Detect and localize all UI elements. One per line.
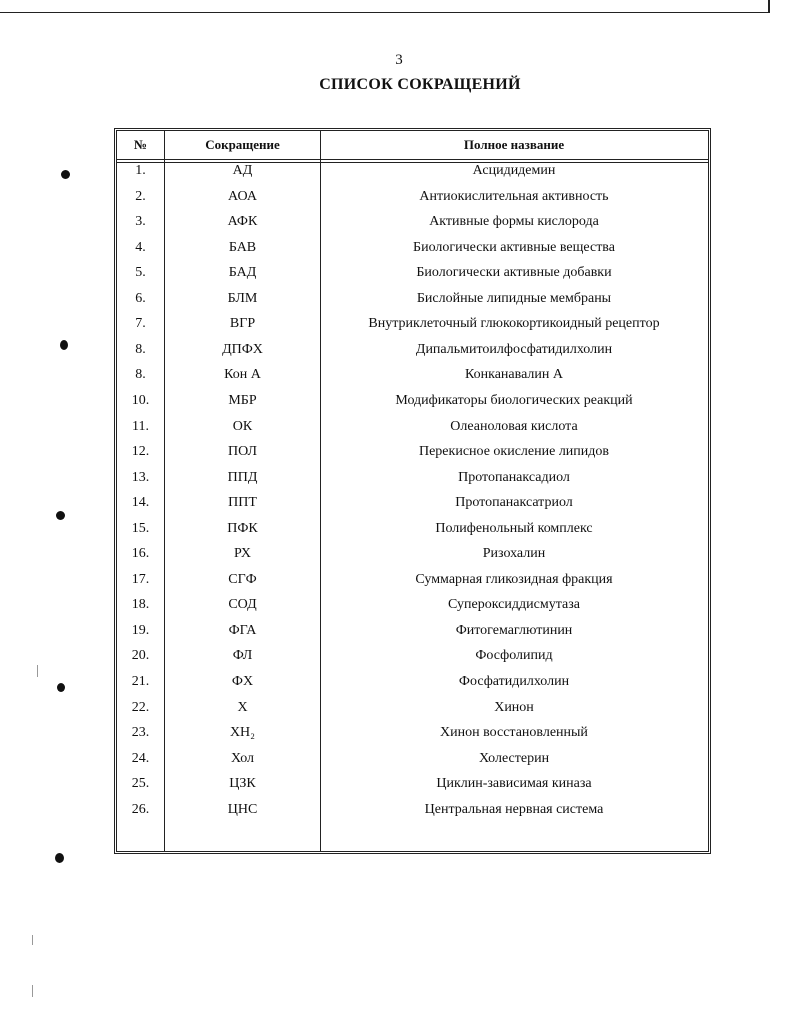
row-abbreviation: ЦЗК: [229, 776, 256, 792]
row-full-name: Супероксиддисмутаза: [448, 597, 580, 613]
table-row: [117, 495, 708, 521]
row-abbreviation: ПФК: [227, 520, 258, 536]
row-full-name: Асцидидемин: [472, 163, 556, 178]
row-number: 7.: [135, 316, 146, 332]
row-abbreviation: АД: [232, 163, 253, 178]
row-full-name: Конканавалин А: [465, 367, 563, 383]
scan-mark: [57, 683, 65, 692]
row-abbreviation: ФХ: [231, 674, 254, 689]
table-row: [117, 470, 708, 496]
header-divider: [117, 159, 708, 160]
table-row: [117, 316, 708, 342]
row-number: 6.: [135, 290, 146, 306]
row-abbreviation: БАД: [228, 265, 257, 281]
row-full-name: Внутриклеточный глюкокортикоидный рецептор: [368, 316, 660, 332]
row-full-name: Активные формы кислорода: [429, 214, 599, 230]
table-row: [117, 163, 708, 189]
row-number: 18.: [131, 597, 150, 613]
row-number: 11.: [132, 418, 149, 434]
table-row: [117, 367, 708, 393]
row-full-name: Хинон: [494, 699, 534, 715]
table-row: [117, 521, 708, 547]
table-row: [117, 802, 708, 828]
row-number: 25.: [131, 776, 150, 792]
row-abbreviation: Хол: [230, 750, 255, 766]
row-full-name: Полифенольный комплекс: [435, 520, 593, 536]
row-abbreviation: СГФ: [228, 571, 257, 587]
row-full-name: Фосфатидилхолин: [458, 674, 570, 689]
row-number: 2.: [135, 188, 146, 204]
row-number: 15.: [131, 520, 150, 536]
table-row: [117, 776, 708, 802]
scan-mark: [55, 853, 64, 863]
table-row: [117, 597, 708, 623]
page-number: 3: [395, 52, 403, 68]
table-row: [117, 546, 708, 572]
row-number: 10.: [131, 392, 150, 408]
row-number: 24.: [131, 750, 150, 766]
table-row: [117, 648, 708, 674]
row-abbreviation: ХН₂: [229, 725, 256, 741]
row-number: 1.: [135, 163, 146, 178]
scan-mark: [61, 170, 70, 179]
row-abbreviation: ДПФХ: [222, 341, 263, 357]
row-full-name: Биологически активные вещества: [413, 239, 615, 255]
row-abbreviation: ФГА: [228, 622, 257, 638]
row-number: 26.: [131, 801, 150, 817]
row-full-name: Циклин-зависимая киназа: [436, 776, 592, 792]
row-abbreviation: ЦНС: [227, 801, 258, 817]
row-number: 14.: [131, 495, 150, 511]
table-row: [117, 623, 708, 649]
row-full-name: Протопанаксадиол: [458, 469, 570, 485]
table-row: [117, 291, 708, 317]
table-row: [117, 444, 708, 470]
row-number: 22.: [131, 699, 150, 715]
row-full-name: Ризохалин: [482, 546, 546, 562]
row-full-name: Хинон восстановленный: [440, 725, 588, 741]
table-row: [117, 572, 708, 598]
scan-mark: [37, 665, 38, 677]
row-abbreviation: СОД: [228, 597, 257, 613]
table-row: [117, 214, 708, 240]
page-title: СПИСОК СОКРАЩЕНИЙ: [319, 76, 521, 93]
table-row: [117, 419, 708, 445]
row-number: 20.: [131, 648, 150, 664]
table-row: [117, 725, 708, 751]
row-abbreviation: Х: [237, 699, 248, 715]
row-abbreviation: БЛМ: [227, 290, 258, 306]
header-num: №: [133, 137, 148, 152]
row-number: 8.: [135, 341, 146, 357]
table-row: [117, 700, 708, 726]
abbreviations-table: [114, 128, 711, 854]
row-full-name: Холестерин: [478, 750, 550, 766]
row-number: 19.: [131, 622, 150, 638]
row-number: 8.: [135, 367, 146, 383]
table-row: [117, 751, 708, 777]
row-number: 16.: [131, 546, 150, 562]
row-abbreviation: ВГР: [229, 316, 256, 332]
header-abbreviation: Сокращение: [205, 137, 280, 152]
table-row: [117, 265, 708, 291]
row-abbreviation: РХ: [234, 546, 251, 562]
scan-mark: [60, 340, 68, 350]
row-abbreviation: АОА: [228, 188, 257, 204]
row-number: 12.: [131, 444, 150, 460]
row-full-name: Олеаноловая кислота: [450, 418, 578, 434]
table-row: [117, 674, 708, 700]
scan-mark: [32, 985, 33, 997]
row-full-name: Фитогемаглютинин: [455, 622, 573, 638]
row-full-name: Модификаторы биологических реакций: [395, 392, 633, 408]
row-abbreviation: ППТ: [228, 495, 257, 511]
row-full-name: Бислойные липидные мембраны: [416, 290, 612, 306]
row-full-name: Биологически активные добавки: [416, 265, 612, 281]
scan-mark: [32, 935, 33, 945]
scan-mark: [56, 511, 65, 520]
row-full-name: Дипальмитоилфосфатидилхолин: [415, 341, 613, 357]
table-row: [117, 189, 708, 215]
row-full-name: Перекисное окисление липидов: [418, 444, 610, 460]
row-full-name: Фосфолипид: [475, 648, 553, 664]
row-abbreviation: ОК: [232, 418, 253, 434]
row-full-name: Центральная нервная система: [424, 801, 604, 817]
table-row: [117, 393, 708, 419]
header-full-name: Полное название: [463, 137, 565, 152]
row-number: 17.: [131, 571, 150, 587]
row-full-name: Протопанаксатриол: [455, 495, 573, 511]
row-abbreviation: ППД: [227, 469, 258, 485]
row-full-name: Суммарная гликозидная фракция: [415, 571, 613, 587]
row-full-name: Антиокислительная активность: [419, 188, 609, 204]
row-abbreviation: АФК: [227, 214, 258, 230]
top-border-line: [0, 0, 770, 13]
row-number: 21.: [131, 674, 150, 689]
table-row: [117, 342, 708, 368]
row-abbreviation: МБР: [228, 392, 257, 408]
row-abbreviation: Кон А: [224, 367, 261, 383]
row-abbreviation: БАВ: [228, 239, 257, 255]
row-number: 3.: [135, 214, 146, 230]
table-row: [117, 240, 708, 266]
row-number: 5.: [135, 265, 146, 281]
row-number: 13.: [131, 469, 150, 485]
page-edge-mark: [768, 0, 770, 12]
row-abbreviation: ПОЛ: [227, 444, 258, 460]
row-number: 23.: [131, 725, 150, 741]
row-abbreviation: ФЛ: [232, 648, 253, 664]
row-number: 4.: [135, 239, 146, 255]
